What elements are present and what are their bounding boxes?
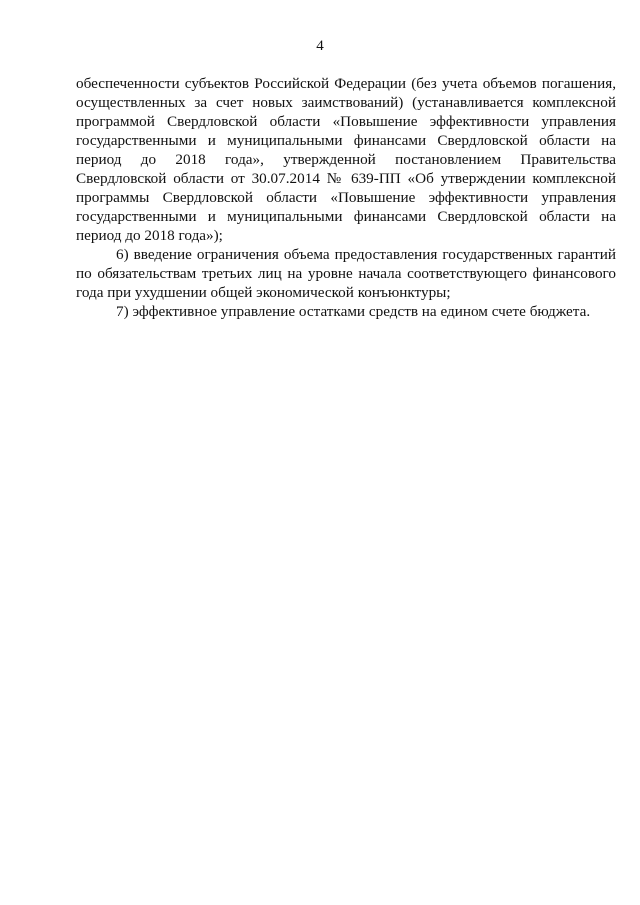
paragraph-continuation: обеспеченности субъектов Российской Федерации (без учета объемов погашения, осуществленных за счет новых заимствований) (устанавливается комплексной программой Свердловской области «Повышение эффективности управления государственными и муниципальными финансами Свердловской области на период до 2018 года», утвержденной постановлением Правительства Свердловской области от 30.07.2014 № 639-ПП «Об утверждении комплексной программы Свердловской области «Повышение эффективности управления государственными и муниципальными финансами Свердловской области на период до 2018 года»); (76, 75, 616, 244)
paragraph-item-7: 7) эффективное управление остатками средств на едином счете бюджета. (116, 303, 591, 320)
paragraph-item-6: 6) введение ограничения объема предоставления государственных гарантий по обязательствам третьих лиц на уровне начала соответствующего финансового года при ухудшении общей экономической конъюнктуры; (76, 246, 616, 301)
document-body (76, 74, 616, 321)
page-number: 4 (316, 38, 324, 54)
